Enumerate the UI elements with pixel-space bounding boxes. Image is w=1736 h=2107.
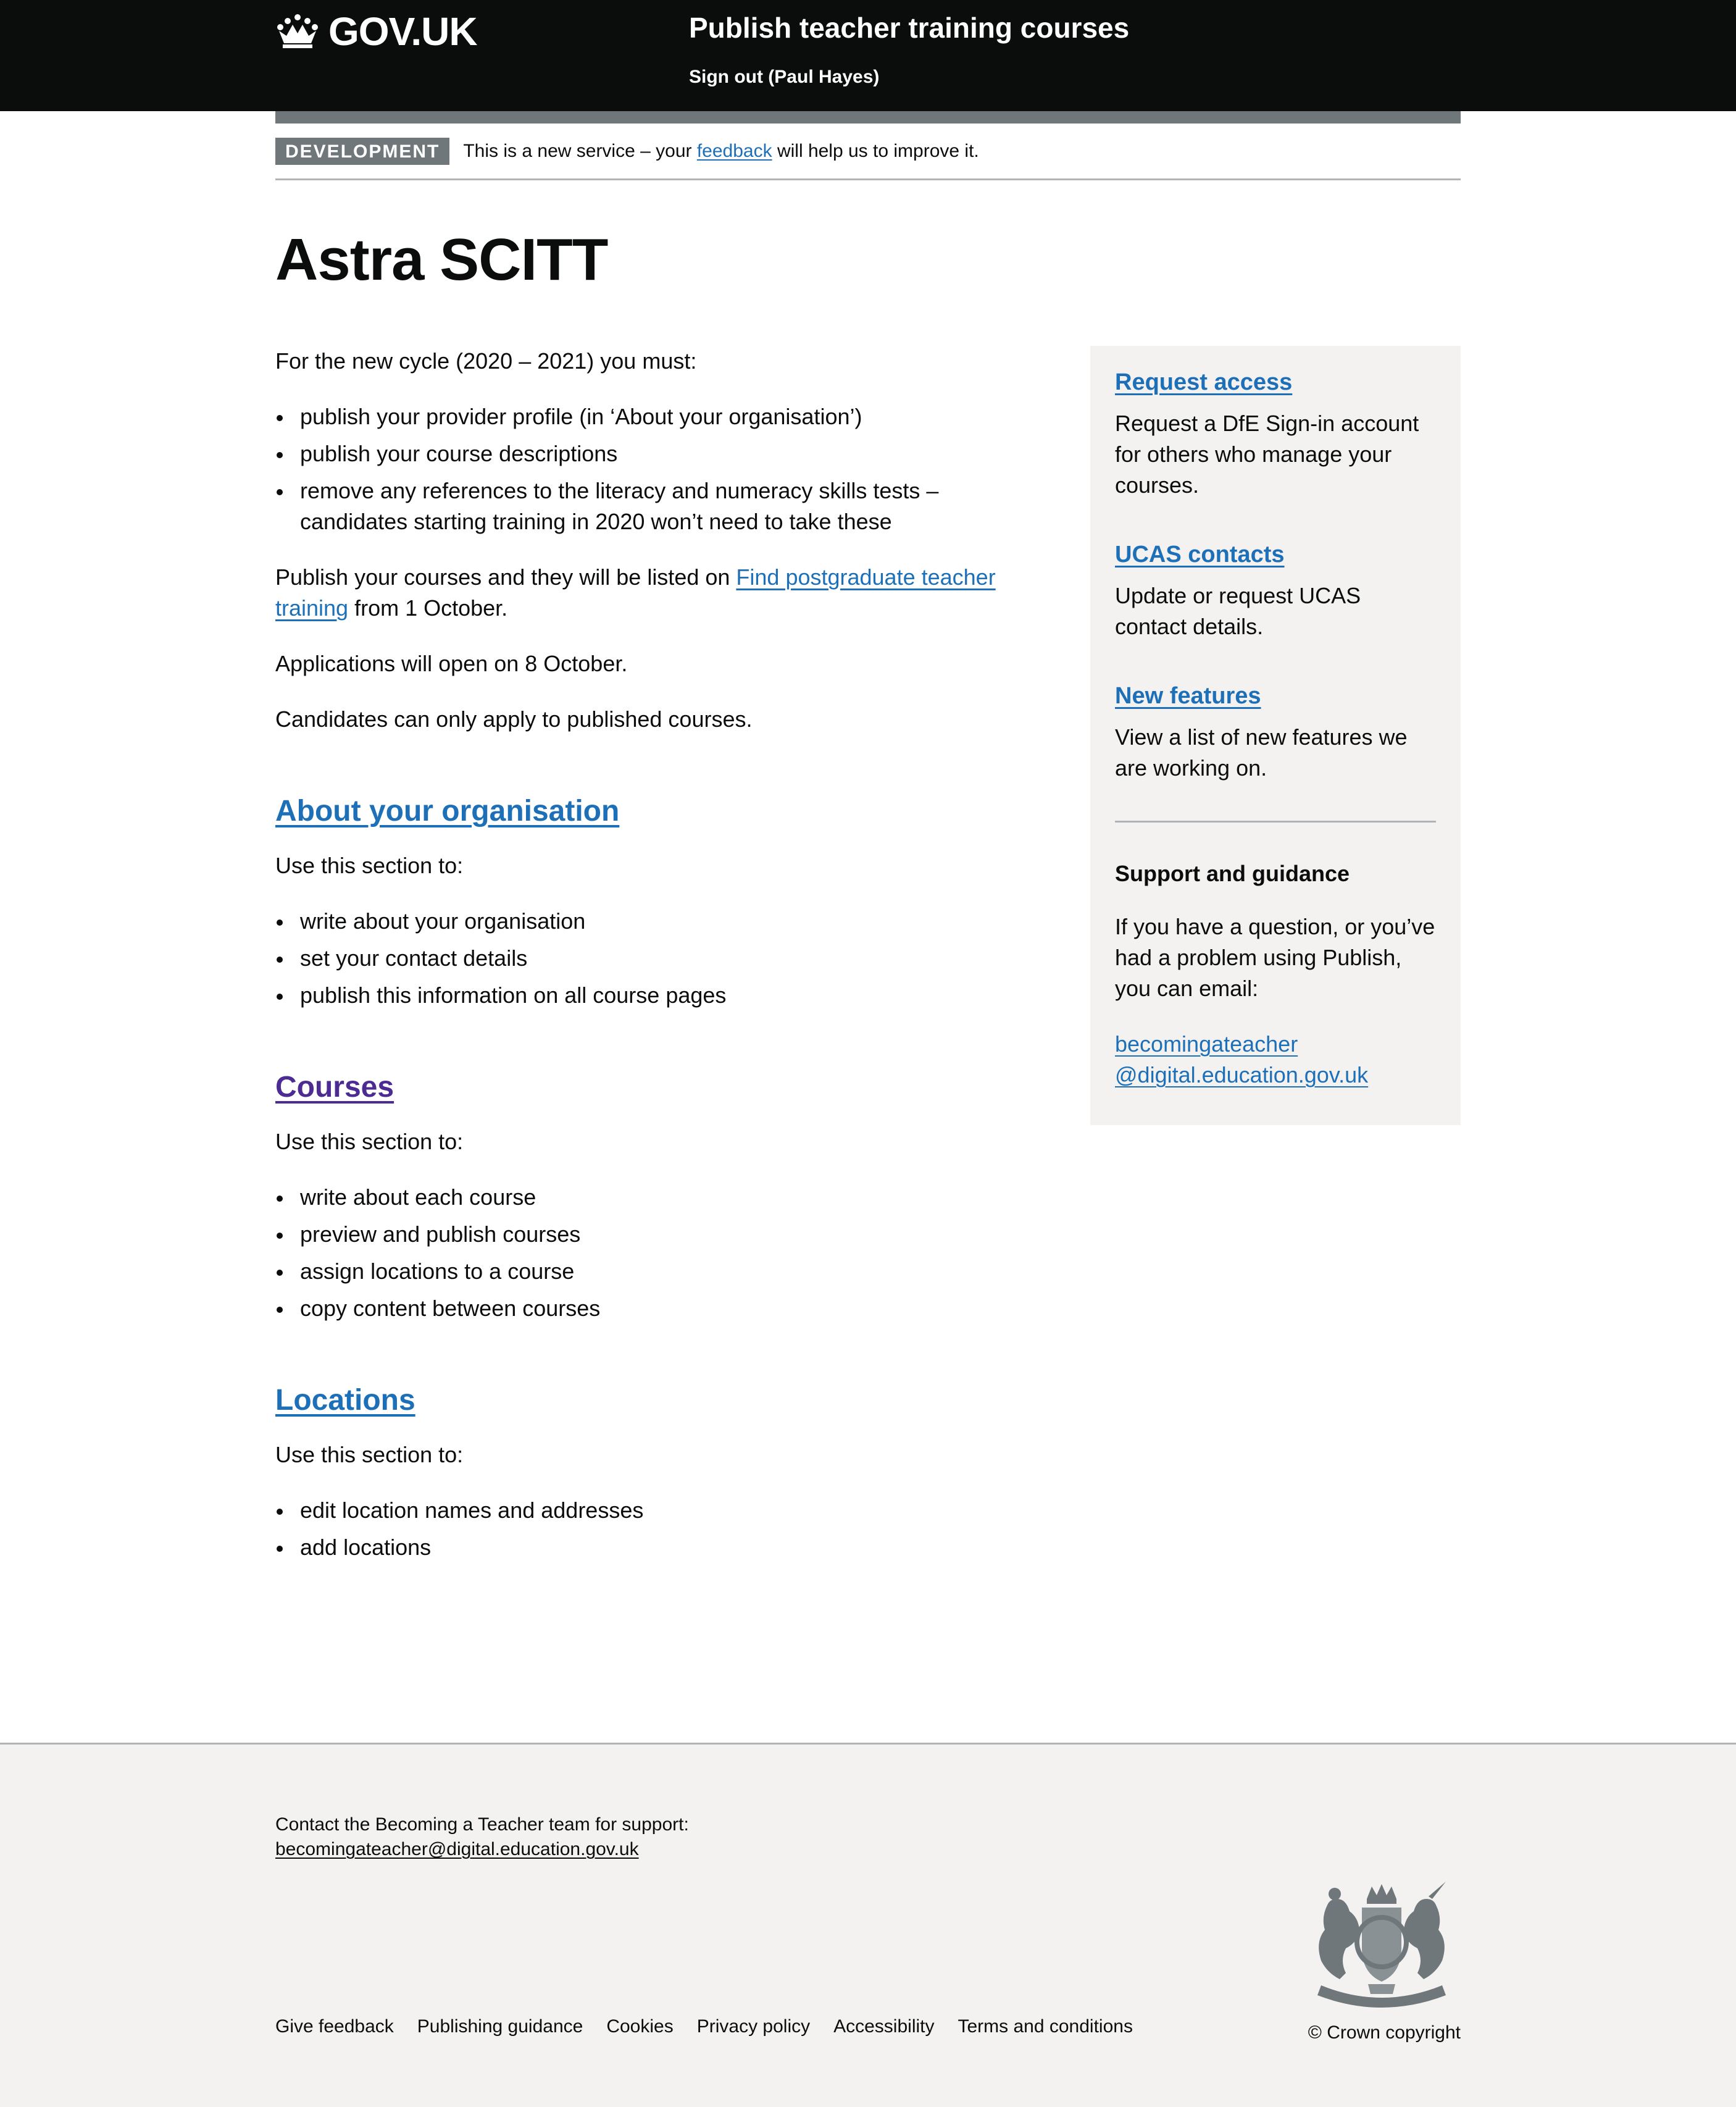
list-item: preview and publish courses: [275, 1219, 1029, 1250]
crown-copyright-link[interactable]: © Crown copyright: [1308, 2022, 1461, 2043]
courses-list: [275, 1182, 1029, 1324]
courses-link[interactable]: Courses: [275, 1070, 394, 1104]
list-item: remove any references to the literacy and numeracy skills tests – candidates starting training in 2020 won’t need to take these: [275, 475, 1029, 537]
footer-contact: [275, 1812, 689, 1862]
support-heading: Support and guidance: [1115, 860, 1350, 886]
main-content: [275, 346, 1461, 1563]
header-underline-strip: [275, 111, 1461, 124]
candidates-text: Candidates can only apply to published courses.: [275, 706, 753, 732]
about-heading: [275, 794, 1029, 828]
about-organisation-link[interactable]: About your organisation: [275, 794, 620, 827]
sign-out-link[interactable]: Sign out (Paul Hayes): [689, 67, 880, 87]
phase-text-after: will help us to improve it.: [772, 140, 979, 161]
footer-link-privacy-policy[interactable]: Privacy policy: [696, 2016, 811, 2037]
footer-link-cookies[interactable]: Cookies: [606, 2016, 674, 2037]
list-item: edit location names and addresses: [275, 1495, 1029, 1526]
footer-link-give-feedback[interactable]: Give feedback: [275, 2016, 394, 2037]
phase-tag: DEVELOPMENT: [275, 138, 449, 165]
intro-list: [275, 401, 1029, 537]
list-item: write about each course: [275, 1182, 1029, 1213]
ucas-contacts-desc: Update or request UCAS contact details.: [1115, 582, 1361, 639]
footer-link-accessibility[interactable]: Accessibility: [833, 2016, 935, 2037]
footer-contact-email[interactable]: becomingateacher@digital.education.gov.uk: [275, 1839, 639, 1859]
footer-contact-text: Contact the Becoming a Teacher team for support:: [275, 1814, 689, 1835]
phase-banner-text: [463, 141, 979, 162]
list-item: publish this information on all course pages: [275, 980, 1029, 1011]
govuk-logo-link[interactable]: [275, 9, 477, 54]
new-features-desc: View a list of new features we are working on.: [1115, 724, 1408, 781]
sidebar-panel: [1090, 346, 1461, 1125]
intro-text: For the new cycle (2020 – 2021) you must:: [275, 348, 697, 374]
footer-link-publishing-guidance[interactable]: Publishing guidance: [417, 2016, 583, 2037]
support-email-line1: becomingateacher: [1115, 1031, 1298, 1057]
new-features-link[interactable]: New features: [1115, 682, 1261, 709]
footer-link-terms[interactable]: Terms and conditions: [958, 2016, 1133, 2037]
request-access-link[interactable]: Request access: [1115, 369, 1293, 395]
courses-lead: Use this section to:: [275, 1128, 464, 1154]
applications-text: Applications will open on 8 October.: [275, 650, 628, 676]
footer-links: [275, 2016, 1156, 2037]
service-name-link[interactable]: Publish teacher training courses: [689, 12, 1130, 44]
locations-list: [275, 1495, 1029, 1563]
support-email-line2: @digital.education.gov.uk: [1115, 1062, 1369, 1087]
support-text: If you have a question, or you’ve had a problem using Publish, you can email:: [1115, 913, 1435, 1001]
locations-heading: [275, 1383, 1029, 1417]
courses-heading: [275, 1070, 1029, 1104]
about-lead: Use this section to:: [275, 852, 464, 878]
publish-text-after: from 1 October.: [348, 595, 508, 621]
locations-lead: Use this section to:: [275, 1441, 464, 1467]
sidebar-divider: [1115, 821, 1436, 823]
crown-icon: [275, 14, 320, 49]
support-email-link[interactable]: [1115, 1029, 1436, 1091]
page-title: Astra SCITT: [275, 227, 608, 293]
feedback-link[interactable]: feedback: [696, 140, 772, 161]
locations-link[interactable]: Locations: [275, 1383, 415, 1417]
list-item: write about your organisation: [275, 906, 1029, 937]
request-access-desc: Request a DfE Sign-in account for others who manage your courses.: [1115, 410, 1419, 498]
publish-text: [275, 562, 1029, 624]
about-list: [275, 906, 1029, 1011]
list-item: add locations: [275, 1532, 1029, 1563]
list-item: set your contact details: [275, 943, 1029, 974]
publish-text-before: Publish your courses and they will be listed on: [275, 564, 737, 590]
list-item: assign locations to a course: [275, 1256, 1029, 1287]
site-header: [0, 0, 1736, 111]
phase-banner: [275, 124, 1461, 180]
find-postgraduate-link[interactable]: Find postgraduate teacher training: [275, 564, 996, 621]
list-item: publish your provider profile (in ‘About your organisation’): [275, 401, 1029, 432]
logo-text: GOV.UK: [328, 9, 477, 54]
list-item: publish your course descriptions: [275, 438, 1029, 469]
site-footer: [0, 1743, 1736, 2107]
royal-coat-of-arms-icon: [1303, 1880, 1461, 2010]
left-column: [275, 346, 1029, 1563]
list-item: copy content between courses: [275, 1293, 1029, 1324]
phase-text-before: This is a new service – your: [463, 140, 697, 161]
ucas-contacts-link[interactable]: UCAS contacts: [1115, 541, 1285, 568]
